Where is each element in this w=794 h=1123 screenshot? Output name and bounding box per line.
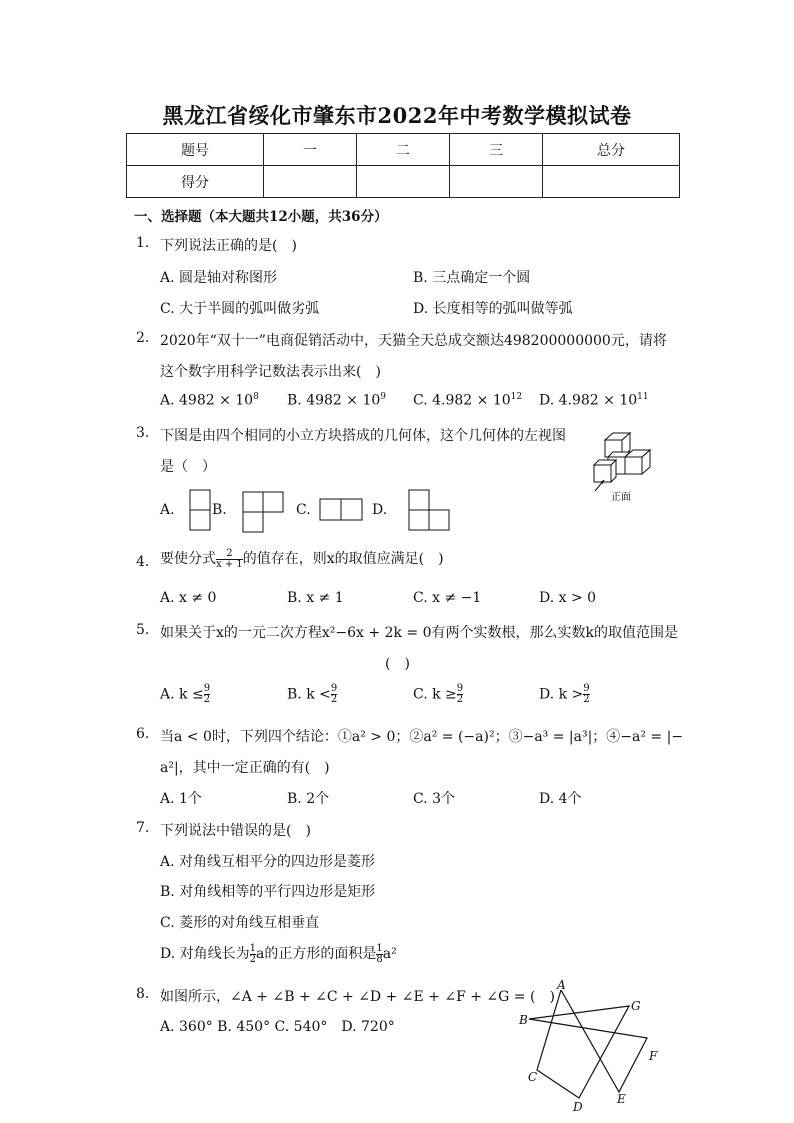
question-stem-cont: ( )	[385, 656, 410, 672]
option-b-figure	[242, 491, 286, 535]
fraction-denominator: 2	[583, 694, 590, 705]
fraction	[331, 684, 337, 705]
option-c: C. x ≠ −1	[413, 590, 482, 606]
front-label: 正面	[611, 492, 631, 503]
option-b-text: B. 4982 × 10	[287, 392, 381, 409]
option-b	[287, 684, 337, 705]
question-number: 1.	[136, 235, 150, 251]
option-b-label: B.	[212, 502, 227, 518]
score-header-row	[127, 134, 680, 166]
fraction-denominator: 2	[203, 694, 211, 705]
fraction-numerator: 9	[456, 683, 464, 694]
vertex-label: D	[573, 1100, 583, 1114]
question-stem: 当a < 0时，下列四个结论：①a² > 0；②a² = (−a)²；③−a³ = |a³|；④−a² = |−	[160, 729, 684, 745]
vertex-label: C	[528, 1070, 538, 1084]
question-number: 5.	[136, 622, 150, 638]
score-header-cell: 总分	[543, 134, 680, 166]
question-stem-cont: 是（ ）	[160, 459, 216, 475]
fraction-numerator: 1	[249, 942, 257, 954]
option-b: B. 2个	[287, 791, 330, 807]
fraction-numerator: 9	[203, 683, 211, 694]
option-c-text: C. 4.982 × 10	[413, 392, 511, 409]
option-c: C. 大于半圆的弧叫做劣弧	[160, 301, 320, 317]
option-a-label: A.	[160, 502, 175, 518]
cube-solid-figure	[586, 430, 656, 502]
vertex-label: E	[617, 1092, 626, 1106]
score-cell[interactable]	[450, 166, 543, 198]
question-stem	[160, 548, 444, 570]
score-cell[interactable]	[264, 166, 357, 198]
option-b: B. 三点确定一个圆	[413, 270, 531, 286]
fraction	[216, 549, 243, 570]
question-number: 7.	[136, 820, 150, 836]
option-a: A. x ≠ 0	[160, 590, 217, 606]
question-number: 8.	[136, 986, 150, 1002]
question-number: 4.	[136, 554, 150, 570]
section-heading: 一、选择题（本大题共12小题，共36分）	[134, 209, 388, 225]
option-d: D. 4个	[539, 791, 582, 807]
option-c: C. 菱形的对角线互相垂直	[160, 915, 320, 931]
question-stem: 下图是由四个相同的小立方块搭成的几何体，这个几何体的左视图	[160, 428, 566, 444]
question-stem: 2020年“双十一”电商促销活动中，天猫全天总成交额达498200000000元，请将	[160, 333, 667, 349]
option-c-figure	[319, 498, 365, 522]
star-heptagon-figure	[515, 980, 665, 1115]
score-table	[126, 133, 680, 198]
option-c-exp: 12	[510, 392, 523, 402]
option-d-text: D. k >	[539, 686, 584, 703]
vertex-label: B	[519, 1013, 528, 1027]
option-b	[287, 392, 386, 409]
option-a-text: A. k ≤	[160, 686, 204, 703]
question-number: 3.	[136, 425, 150, 441]
question-stem: 下列说法正确的是( )	[160, 238, 297, 254]
question-stem: 下列说法中错误的是( )	[160, 823, 311, 839]
fraction	[583, 684, 589, 705]
question-stem-cont: 这个数字用科学记数法表示出来( )	[160, 364, 381, 380]
options-line: A. 360° B. 450° C. 540° D. 720°	[160, 1019, 395, 1035]
option-d: D. x > 0	[539, 590, 597, 606]
score-row	[127, 166, 680, 198]
score-header-cell: 二	[357, 134, 450, 166]
question-stem: 如果关于x的一元二次方程x²−6x + 2k = 0有两个实数根，那么实数k的取值范围是	[160, 625, 678, 641]
fraction-numerator: 9	[583, 683, 590, 694]
fraction	[204, 684, 210, 705]
fraction-denominator: 2	[330, 694, 338, 705]
option-a: A. 圆是轴对称图形	[160, 270, 278, 286]
fraction-denominator: x + 1	[216, 558, 243, 570]
option-d-exp: 11	[637, 392, 649, 402]
question-stem-cont: a²|，其中一定正确的有( )	[160, 760, 330, 776]
option-a-text: A. 4982 × 10	[160, 392, 254, 409]
option-b-text: B. k <	[287, 686, 331, 703]
option-b: B. 对角线相等的平行四边形是矩形	[160, 884, 376, 900]
score-row-label: 得分	[127, 166, 264, 198]
score-header-cell: 题号	[127, 134, 264, 166]
option-d-label: D.	[372, 502, 388, 518]
score-header-cell: 一	[264, 134, 357, 166]
option-c-text: C. k ≥	[413, 686, 457, 703]
fraction-denominator: 2	[249, 953, 257, 965]
option-d: D. 长度相等的弧叫做等弧	[413, 301, 573, 317]
question-number: 2.	[136, 330, 150, 346]
option-d-pre: D. 对角线长为	[160, 946, 250, 962]
fraction-numerator: 2	[216, 549, 243, 560]
option-a: A. 1个	[160, 791, 202, 807]
option-a	[160, 392, 259, 409]
option-d	[539, 392, 649, 409]
question-stem: 如图所示，∠A + ∠B + ∠C + ∠D + ∠E + ∠F + ∠G = ( )	[160, 989, 555, 1005]
vertex-label: G	[631, 999, 641, 1013]
score-header-cell: 三	[450, 134, 543, 166]
option-d-post: a²	[382, 946, 397, 962]
option-a-figure	[189, 489, 211, 533]
question-number: 6.	[136, 726, 150, 742]
option-c	[413, 684, 463, 705]
fraction-denominator: 2	[456, 694, 464, 705]
option-a: A. 对角线互相平分的四边形是菱形	[160, 854, 376, 870]
option-d-mid: a的正方形的面积是	[256, 946, 377, 962]
vertex-label: A	[557, 978, 566, 992]
option-d	[160, 943, 397, 965]
option-b-exp: 9	[380, 392, 386, 402]
option-c	[413, 392, 522, 409]
option-a	[160, 684, 210, 705]
option-b: B. x ≠ 1	[287, 590, 344, 606]
fraction-numerator: 9	[330, 683, 338, 694]
stem-pre: 要使分式	[160, 551, 216, 567]
fraction-denominator: 8	[376, 953, 383, 965]
vertex-label: F	[649, 1049, 658, 1063]
score-cell[interactable]	[357, 166, 450, 198]
option-d-figure	[408, 489, 452, 533]
option-d-text: D. 4.982 × 10	[539, 392, 638, 409]
stem-post: 的值存在，则x的取值应满足( )	[242, 551, 444, 567]
option-d	[539, 684, 590, 705]
score-cell[interactable]	[543, 166, 680, 198]
fraction-numerator: 1	[376, 942, 383, 954]
fraction	[457, 684, 463, 705]
option-c: C. 3个	[413, 791, 456, 807]
page-title: 黑龙江省绥化市肇东市2022年中考数学模拟试卷	[162, 103, 632, 128]
option-a-exp: 8	[253, 392, 259, 402]
option-c-label: C.	[296, 502, 311, 518]
